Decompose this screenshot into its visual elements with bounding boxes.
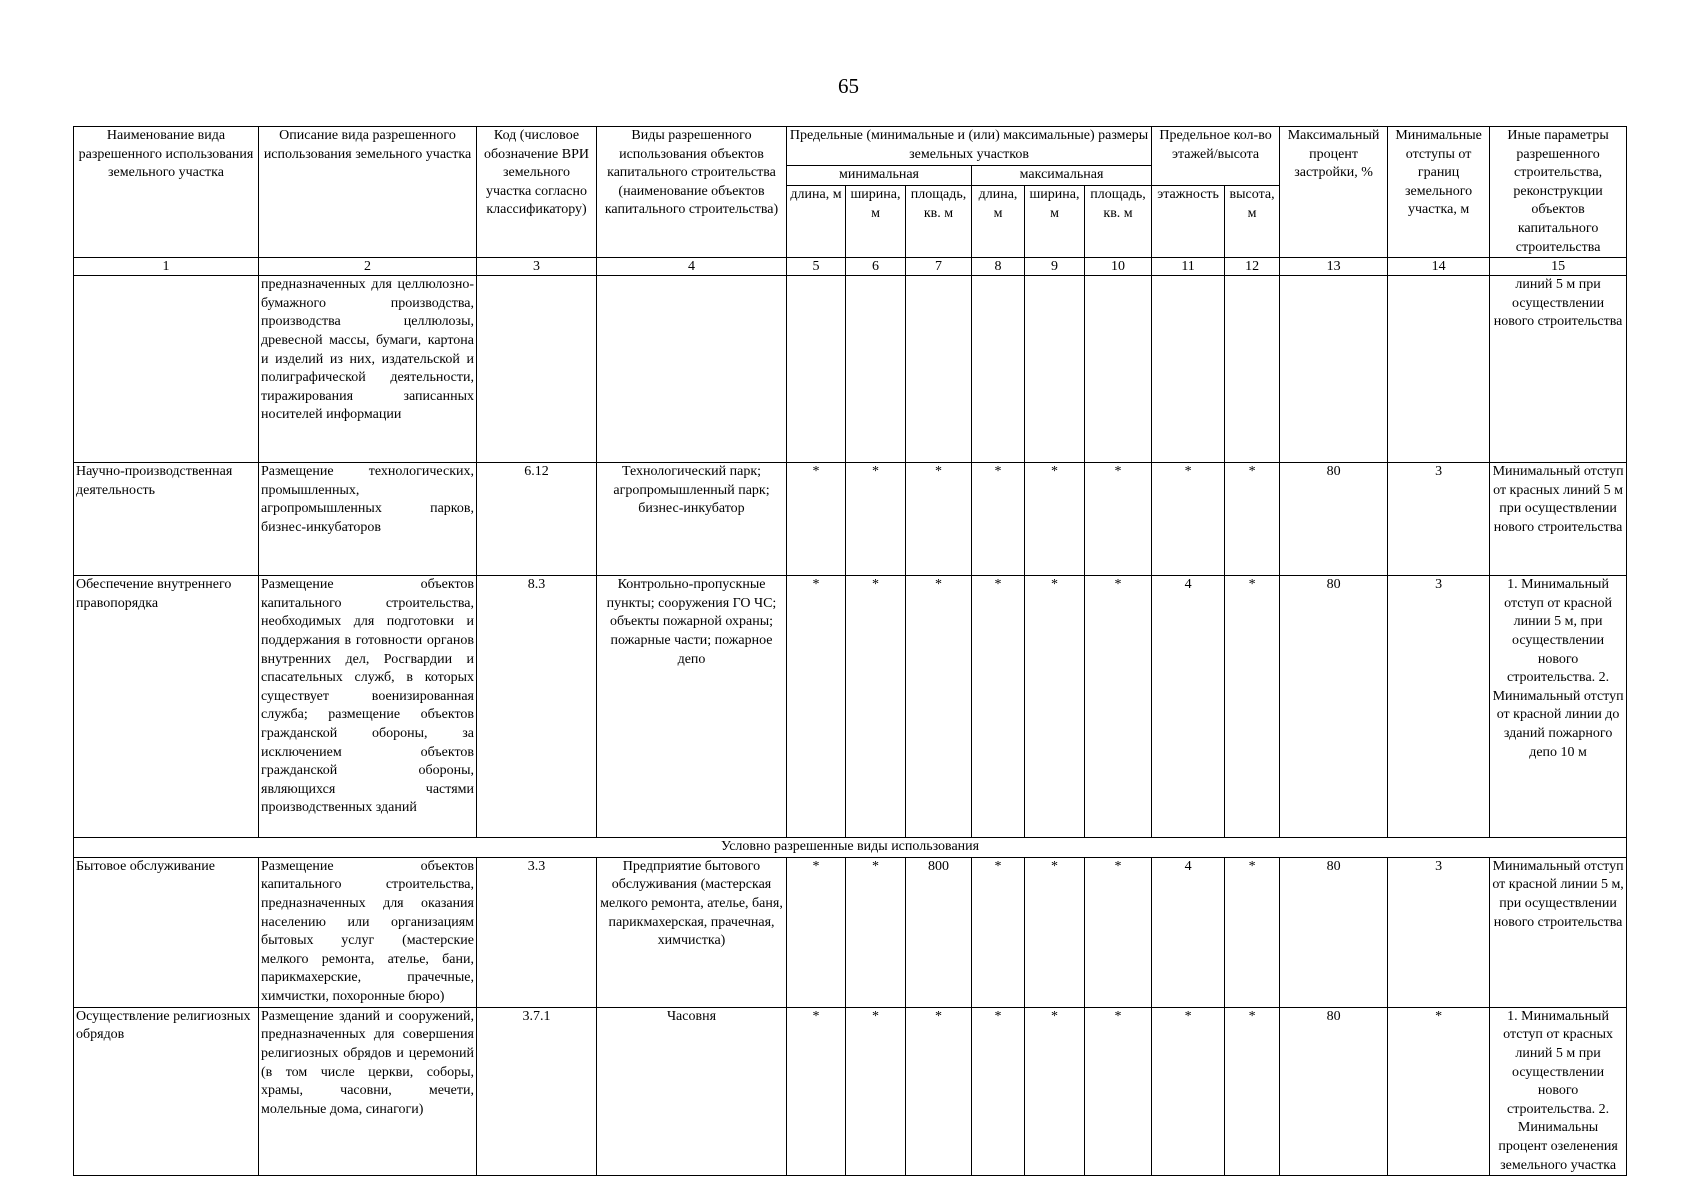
column-number: 1 [74, 258, 259, 276]
row-max-length: * [972, 1007, 1025, 1175]
column-number: 4 [597, 258, 787, 276]
row-min-area: * [906, 463, 972, 576]
row-other: Минимальный отступ от красных линий 5 м при осуществлении нового строительства [1490, 463, 1627, 576]
row-min-setback: 3 [1388, 576, 1490, 838]
row-max-percent [1280, 276, 1388, 463]
row-max-percent: 80 [1280, 576, 1388, 838]
header-height: высота, м [1225, 186, 1280, 258]
row-code: 3.7.1 [477, 1007, 597, 1175]
row-max-percent: 80 [1280, 1007, 1388, 1175]
row-min-width [846, 276, 906, 463]
header-max-width: ширина, м [1025, 186, 1085, 258]
row-max-width [1025, 276, 1085, 463]
row-other: линий 5 м при осуществлении нового строительства [1490, 276, 1627, 463]
row-floors [1152, 276, 1225, 463]
column-numbers-row [74, 258, 1627, 276]
row-objects: Предприятие бытового обслуживания (мастерская мелкого ремонта, ателье, баня, парикмахерская, прачечная, химчистка) [597, 857, 787, 1007]
header-description: Описание вида разрешенного использования земельного участка [259, 127, 477, 258]
column-number: 14 [1388, 258, 1490, 276]
header-min-area: площадь, кв. м [906, 186, 972, 258]
header-min-length: длина, м [787, 186, 846, 258]
row-min-setback [1388, 276, 1490, 463]
column-number: 9 [1025, 258, 1085, 276]
table-row [74, 1007, 1627, 1175]
row-min-length [787, 276, 846, 463]
header-max-area: площадь, кв. м [1085, 186, 1152, 258]
row-code: 6.12 [477, 463, 597, 576]
row-min-width: * [846, 463, 906, 576]
header-floors: этажность [1152, 186, 1225, 258]
row-objects: Часовня [597, 1007, 787, 1175]
row-objects: Технологический парк; агропромышленный парк; бизнес-инкубатор [597, 463, 787, 576]
row-min-area: * [906, 576, 972, 838]
row-min-length: * [787, 463, 846, 576]
row-code: 8.3 [477, 576, 597, 838]
row-min-setback: 3 [1388, 857, 1490, 1007]
row-floors: * [1152, 463, 1225, 576]
row-height: * [1225, 463, 1280, 576]
row-other: Минимальный отступ от красной линии 5 м, при осуществлении нового строительства [1490, 857, 1627, 1007]
row-description: Размещение объектов капитального строительства, необходимых для подготовки и поддержания в готовности органов внутренних дел, Росгвардии и спасательных служб, в которых существует военизированная служба; размещение объектов гражданской обороны, за исключением объектов гражданской обороны, являющихся частями производственных зданий [259, 576, 477, 838]
row-other: 1. Минимальный отступ от красной линии 5 м, при осуществлении нового строительства. 2. Минимальный отступ от красной линии до зданий пожарного депо 10 м [1490, 576, 1627, 838]
row-min-setback: 3 [1388, 463, 1490, 576]
table-row [74, 857, 1627, 1007]
row-max-percent: 80 [1280, 463, 1388, 576]
column-number: 8 [972, 258, 1025, 276]
column-number: 3 [477, 258, 597, 276]
section-title: Условно разрешенные виды использования [74, 838, 1627, 858]
row-name: Обеспечение внутреннего правопорядка [74, 576, 259, 838]
row-min-area: * [906, 1007, 972, 1175]
row-description: Размещение технологических, промышленных, агропромышленных парков, бизнес-инкубаторов [259, 463, 477, 576]
row-max-area: * [1085, 576, 1152, 838]
header-sizes-group: Предельные (минимальные и (или) максимальные) размеры земельных участков [787, 127, 1152, 166]
row-height: * [1225, 857, 1280, 1007]
row-min-area: 800 [906, 857, 972, 1007]
header-floors-group: Предельное кол-во этажей/высота [1152, 127, 1280, 186]
row-max-width: * [1025, 857, 1085, 1007]
row-max-area: * [1085, 1007, 1152, 1175]
page-number: 65 [838, 74, 859, 98]
land-use-table [73, 126, 1627, 1176]
row-max-length: * [972, 857, 1025, 1007]
row-objects: Контрольно-пропускные пункты; сооружения ГО ЧС; объекты пожарной охраны; пожарные части; пожарное депо [597, 576, 787, 838]
column-number: 13 [1280, 258, 1388, 276]
header-min-width: ширина, м [846, 186, 906, 258]
column-number: 10 [1085, 258, 1152, 276]
table-row [74, 276, 1627, 463]
header-name: Наименование вида разрешенного использования земельного участка [74, 127, 259, 258]
column-number: 7 [906, 258, 972, 276]
header-objects: Виды разрешенного использования объектов капитального строительства (наименование объектов капитального строительства) [597, 127, 787, 258]
table-row [74, 576, 1627, 838]
row-min-area [906, 276, 972, 463]
header-max-group: максимальная [972, 166, 1152, 186]
row-min-width: * [846, 1007, 906, 1175]
header-max-length: длина, м [972, 186, 1025, 258]
table-row [74, 463, 1627, 576]
row-other: 1. Минимальный отступ от красных линий 5 м при осуществлении нового строительства. 2. Минимальны процент озеленения земельного участка [1490, 1007, 1627, 1175]
column-number: 2 [259, 258, 477, 276]
row-objects [597, 276, 787, 463]
row-floors: 4 [1152, 857, 1225, 1007]
row-max-area: * [1085, 463, 1152, 576]
row-name: Бытовое обслуживание [74, 857, 259, 1007]
row-min-width: * [846, 576, 906, 838]
column-number: 5 [787, 258, 846, 276]
row-height [1225, 276, 1280, 463]
header-code: Код (числовое обозначение ВРИ земельного участка согласно классификатору) [477, 127, 597, 258]
row-min-setback: * [1388, 1007, 1490, 1175]
row-floors: * [1152, 1007, 1225, 1175]
row-description: Размещение объектов капитального строительства, предназначенных для оказания населению или организациям бытовых услуг (мастерские мелкого ремонта, ателье, бани, парикмахерские, прачечные, химчистки, похоронные бюро) [259, 857, 477, 1007]
row-height: * [1225, 1007, 1280, 1175]
row-description: Размещение зданий и сооружений, предназначенных для совершения религиозных обрядов и церемоний (в том числе церкви, соборы, храмы, часовни, мечети, молельные дома, синагоги) [259, 1007, 477, 1175]
row-code [477, 276, 597, 463]
row-max-percent: 80 [1280, 857, 1388, 1007]
row-min-length: * [787, 857, 846, 1007]
row-description: предназначенных для целлюлозно-бумажного производства, производства целлюлозы, древесной массы, бумаги, картона и изделий из них, издательской и полиграфической деятельности, тиражирования записанных носителей информации [259, 276, 477, 463]
column-number: 15 [1490, 258, 1627, 276]
row-min-length: * [787, 1007, 846, 1175]
header-min-setbacks: Минимальные отступы от границ земельного участка, м [1388, 127, 1490, 258]
row-min-length: * [787, 576, 846, 838]
row-max-width: * [1025, 576, 1085, 838]
header-min-group: минимальная [787, 166, 972, 186]
header-other-params: Иные параметры разрешенного строительства, реконструкции объектов капитального строительства [1490, 127, 1627, 258]
header-max-percent: Максимальный процент застройки, % [1280, 127, 1388, 258]
column-number: 6 [846, 258, 906, 276]
row-min-width: * [846, 857, 906, 1007]
row-name: Осуществление религиозных обрядов [74, 1007, 259, 1175]
row-max-width: * [1025, 463, 1085, 576]
row-max-length: * [972, 576, 1025, 838]
row-max-area [1085, 276, 1152, 463]
row-height: * [1225, 576, 1280, 838]
row-max-area: * [1085, 857, 1152, 1007]
row-max-length: * [972, 463, 1025, 576]
column-number: 11 [1152, 258, 1225, 276]
row-max-length [972, 276, 1025, 463]
row-code: 3.3 [477, 857, 597, 1007]
row-max-width: * [1025, 1007, 1085, 1175]
row-name [74, 276, 259, 463]
row-name: Научно-производственная деятельность [74, 463, 259, 576]
column-number: 12 [1225, 258, 1280, 276]
row-floors: 4 [1152, 576, 1225, 838]
